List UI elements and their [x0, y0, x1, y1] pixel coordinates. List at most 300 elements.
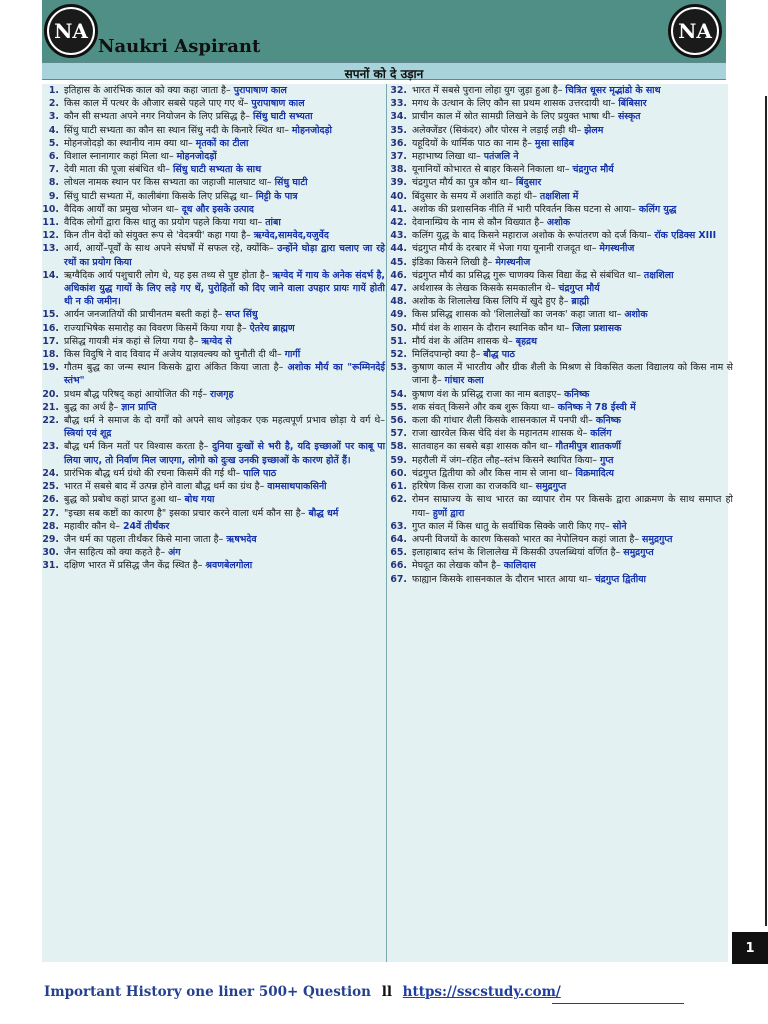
question-answer: मोहनजोदड़ो: [291, 124, 332, 136]
question-prompt: भारत में सबसे बाद में उत्पन्न होने वाला बौद्ध धर्म का ग्रंथ है–: [64, 481, 265, 493]
question-answer: पुरापाषाण काल: [233, 85, 287, 96]
question-answer: मृतकों का टीला: [195, 137, 249, 149]
question-answer: गुप्त: [599, 454, 614, 466]
question-answer: 24वें तीर्थंकर: [122, 520, 170, 532]
question-text: [64, 216, 385, 229]
question-text: [412, 97, 733, 110]
question-text: [412, 414, 733, 427]
question-number: 54.: [390, 388, 407, 400]
question-item: [42, 203, 385, 216]
question-prompt: शक संवत् किसने और कब शुरू किया था–: [412, 401, 555, 413]
question-number: 59.: [390, 454, 407, 466]
tagline: सपनों को दे उड़ान: [344, 67, 424, 81]
question-answer: झेलम: [584, 124, 604, 136]
naukri-aspirant-logo: [44, 4, 98, 58]
question-answer: अशोक: [546, 217, 571, 229]
question-prompt: गौतम बुद्ध का जन्म स्थान किसके द्वारा अंकित किया जाता है–: [64, 362, 284, 374]
question-item: [390, 520, 733, 533]
question-text: [412, 203, 733, 216]
question-text: [412, 573, 733, 586]
question-item: [42, 546, 385, 559]
question-text: [412, 427, 733, 440]
question-text: [64, 97, 385, 110]
question-text: [64, 203, 385, 216]
question-text: [412, 282, 733, 295]
question-text: [64, 559, 385, 572]
question-number: 6.: [48, 151, 59, 163]
column-divider: [386, 84, 387, 962]
question-answer: ब्राह्मी: [571, 296, 590, 308]
question-answer: बिंदुसार: [515, 177, 542, 189]
question-number: 8.: [48, 177, 59, 189]
side-rule: [765, 96, 767, 926]
question-item: [390, 150, 733, 163]
question-number: 27.: [42, 507, 59, 519]
question-number: 9.: [48, 190, 59, 202]
question-prompt: गुप्त काल में किस धातु के सर्वाधिक सिक्के जारी किए गए–: [412, 520, 610, 532]
question-item: [390, 295, 733, 308]
question-item: [42, 414, 385, 440]
question-item: [42, 520, 385, 533]
tagline-bar: [42, 62, 726, 80]
question-item: [42, 493, 385, 506]
question-text: [64, 229, 385, 242]
question-answer: कनिष्क ने 78 ईस्वी में: [557, 401, 636, 413]
question-number: 32.: [390, 85, 407, 96]
question-item: [390, 573, 733, 586]
question-answer: ऋषभदेव: [226, 533, 257, 545]
question-prompt: सातवाहन का सबसे बड़ा शासक कौन था–: [412, 441, 553, 453]
question-number: 24.: [42, 467, 59, 479]
question-number: 29.: [42, 533, 59, 545]
question-item: [390, 269, 733, 282]
question-answer: पतंजलि ने: [483, 151, 519, 163]
question-prompt: जैन धर्म का पहला तीर्थंकर किसे माना जाता है–: [64, 533, 224, 545]
question-text: [412, 295, 733, 308]
question-number: 12.: [42, 230, 59, 242]
question-text: [412, 110, 733, 123]
question-text: [412, 480, 733, 493]
question-text: [412, 322, 733, 335]
question-item: [390, 467, 733, 480]
question-text: [412, 546, 733, 559]
question-prompt: वैदिक आर्यों का प्रमुख भोजन था–: [64, 203, 179, 215]
question-text: [64, 190, 385, 203]
question-number: 44.: [390, 243, 407, 255]
question-number: 25.: [42, 481, 59, 493]
question-item: [390, 533, 733, 546]
question-text: [64, 480, 385, 493]
question-item: [390, 84, 733, 97]
question-number: 3.: [48, 111, 59, 123]
question-text: [412, 401, 733, 414]
question-text: [64, 388, 385, 401]
question-number: 31.: [42, 560, 59, 572]
question-prompt: बुद्ध को प्रबोध कहां प्राप्त हुआ था–: [64, 494, 182, 506]
question-item: [42, 388, 385, 401]
question-answer: राजगृह: [210, 388, 234, 400]
question-answer: ऐतरेय ब्राह्मण: [249, 322, 295, 334]
question-prompt: मेघदूत का लेखक कौन है–: [412, 560, 501, 572]
question-item: [390, 308, 733, 321]
question-prompt: अशोक के शिलालेख किस लिपि में खुदे हुए है–: [412, 296, 569, 308]
question-number: 51.: [390, 335, 407, 347]
question-prompt: महावीर कौन थे–: [64, 520, 120, 532]
question-answer: सोने: [612, 520, 627, 532]
question-item: [42, 163, 385, 176]
question-prompt: इतिहास के आरंभिक काल को क्या कहा जाता है–: [64, 85, 231, 96]
question-prompt: किस विदुषि ने वाद विवाद में अजेय याज्ञवल्क्य को चुनौती दी थी–: [64, 349, 282, 361]
question-item: [42, 229, 385, 242]
question-item: [390, 322, 733, 335]
question-answer: कलिंग: [590, 428, 612, 440]
logo-monogram: NA: [49, 9, 93, 53]
question-prompt: मोहनजोदड़ो का स्थानीय नाम क्या था–: [64, 137, 193, 149]
question-prompt: चंद्रगुप्त मौर्य का पुत्र कौन था–: [412, 177, 513, 189]
question-prompt: मिलिंदपान्हो क्या है–: [412, 349, 481, 361]
question-answer: मोहनजोदड़ों: [176, 151, 217, 163]
question-prompt: वैदिक लोगों द्वारा किस धातु का प्रयोग पहले किया गया था–: [64, 217, 263, 229]
question-number: 62.: [390, 494, 407, 506]
question-answer: संस्कृत: [617, 111, 641, 123]
question-item: [390, 480, 733, 493]
question-text: [64, 269, 385, 309]
question-number: 65.: [390, 547, 407, 559]
footer-underline: [552, 1003, 684, 1004]
question-prompt: भारत में सबसे पुराना लोहा युग जुड़ा हुआ है–: [412, 85, 563, 96]
question-answer: मुसा साहिब: [534, 137, 575, 149]
question-prompt: हरिषेण किस राजा का राजकवि था–: [412, 481, 533, 493]
question-item: [390, 97, 733, 110]
question-answer: तक्षशिला: [643, 269, 674, 281]
question-prompt: कलिंग युद्ध के बाद किसने महाराज अशोक के रूपांतरण को दर्ज किया–: [412, 230, 652, 242]
logo-monogram-right: NA: [673, 9, 717, 53]
question-prompt: मगध के उत्थान के लिए कौन सा प्रथम शासक उत्तरदायी था–: [412, 98, 616, 110]
question-answer: चित्रित धूसर मृद्भांडो के साथ: [565, 85, 661, 96]
question-prompt: किन तीन वेदों को संयुक्त रूप से 'वेदत्रयी' कहा गया है–: [64, 230, 251, 242]
question-text: [64, 414, 385, 440]
question-number: 34.: [390, 111, 407, 123]
question-item: [42, 150, 385, 163]
question-prompt: किस काल में पत्थर के औजार सबसे पहले पाए गए थें–: [64, 98, 249, 110]
question-number: 53.: [390, 362, 407, 374]
question-number: 55.: [390, 401, 407, 413]
question-prompt: कुषाण वंश के प्रसिद्ध राजा का नाम बताइए–: [412, 388, 562, 400]
question-prompt: प्रथम बौद्ध परिषद् कहां आयोजित की गई–: [64, 388, 208, 400]
question-item: [390, 361, 733, 387]
question-number: 23.: [42, 441, 59, 453]
question-item: [390, 242, 733, 255]
question-number: 10.: [42, 203, 59, 215]
question-prompt: जैन साहित्य को क्या कहते है–: [64, 547, 166, 559]
question-answer: मेगस्थनीज: [495, 256, 531, 268]
question-number: 48.: [390, 296, 407, 308]
question-number: 15.: [42, 309, 59, 321]
question-number: 22.: [42, 415, 59, 427]
question-answer: कलिंग युद्ध: [638, 203, 677, 215]
question-answer: चंद्रगुप्त मौर्य: [572, 164, 614, 176]
question-prompt: लोथल नामक स्थान पर किस सभ्यता का जहाजी मालघाट था–: [64, 177, 272, 189]
question-prompt: अपनी विजयों के कारण किसको भारत का नेपोलियन कहां जाता है–: [412, 533, 640, 545]
question-prompt: मौर्य वंश के अंतिम शासक थे–: [412, 335, 513, 347]
question-number: 40.: [390, 190, 407, 202]
question-text: [412, 137, 733, 150]
question-text: [412, 150, 733, 163]
footer-separator: ll: [381, 984, 392, 1000]
question-prompt: राजा खारवेल किस चेदि वंश के महानतम शासक थे–: [412, 428, 588, 440]
question-prompt: देवानाम्प्रिय के नाम से कौन विख्यात है–: [412, 217, 544, 229]
question-answer: सिंधु घाटी: [274, 177, 308, 189]
question-number: 67.: [390, 573, 407, 585]
question-answer: श्रवणबेलगोला: [205, 560, 253, 572]
question-text: [412, 190, 733, 203]
question-prompt: फाह्यान किसके शासनकाल के दौरान भारत आया था–: [412, 573, 592, 585]
question-prompt: बिंदुसार के समय में अशांति कहां थी–: [412, 190, 537, 202]
question-answer: समुद्रगुप्त: [535, 481, 567, 493]
question-item: [42, 480, 385, 493]
question-item: [390, 401, 733, 414]
question-prompt: कला की गांधार शैली किसके शासनकाल में पनपी थी–: [412, 415, 593, 427]
question-text: [412, 242, 733, 255]
question-number: 66.: [390, 560, 407, 572]
question-number: 26.: [42, 494, 59, 506]
question-prompt: अशोक की प्रशासनिक नीति में भारी परिवर्तन किस घटना से आया–: [412, 203, 636, 215]
question-item: [42, 559, 385, 572]
question-answer: बृहद्रथ: [515, 335, 538, 347]
question-list: [42, 84, 733, 962]
question-number: 5.: [48, 137, 59, 149]
question-answer: हुणों द्वारा: [432, 507, 465, 519]
question-item: [42, 361, 385, 387]
question-item: [42, 124, 385, 137]
question-text: [64, 242, 385, 268]
question-prompt: प्राचीन काल में स्रोत सामग्री लिखने के लिए प्रयुक्त भाषा थी–: [412, 111, 615, 123]
question-answer: चंद्रगुप्त मौर्य: [558, 283, 600, 295]
question-item: [390, 546, 733, 559]
question-number: 52.: [390, 349, 407, 361]
question-item: [42, 335, 385, 348]
question-number: 46.: [390, 269, 407, 281]
question-prompt: चंद्रगुप्त मौर्य के दरबार में भेजा गया यूनानी राजदूत था–: [412, 243, 597, 255]
question-item: [390, 454, 733, 467]
question-number: 30.: [42, 547, 59, 559]
question-number: 17.: [42, 335, 59, 347]
question-number: 42.: [390, 217, 407, 229]
question-text: [64, 150, 385, 163]
question-answer: बौद्ध पाठ: [483, 349, 515, 361]
question-item: [390, 414, 733, 427]
question-answer: समुद्रगुप्त: [642, 533, 673, 545]
question-answer: ऋग्वेद में गाय के अनेक संदर्भ है, अधिकांश युद्ध गायों के लिए लड़े गए थें, पुरोहितों को दिए जाने वाला उपहार प्रायः गायें होती थी न की जमीन।: [64, 269, 385, 308]
question-item: [390, 203, 733, 216]
question-item: [42, 269, 385, 309]
question-item: [42, 84, 385, 97]
question-answer: गार्गी: [284, 349, 301, 361]
question-prompt: महाभाष्य लिखा था–: [412, 151, 481, 163]
question-item: [390, 440, 733, 453]
question-number: 16.: [42, 322, 59, 334]
question-text: [412, 269, 733, 282]
question-item: [390, 559, 733, 572]
question-prompt: इंडिका किसने लिखी है–: [412, 256, 493, 268]
question-prompt: विशाल स्नानागार कहां मिला था–: [64, 151, 174, 163]
question-prompt: कुषाण काल में भारतीय और ग्रीक शैली के मिश्रण से विकसित कला विद्यालय को किस नाम से जाना है–: [412, 362, 733, 387]
question-item: [42, 308, 385, 321]
question-item: [390, 124, 733, 137]
question-answer: दुनिया दुःखों से भरी है, यदि इच्छाओं पर काबू पा लिया जाए, तो निर्वाण मिल जाएगा, लोगो को दुःख उनकी इच्छाओं के कारण होतें हैं।: [64, 441, 386, 466]
question-text: [64, 163, 385, 176]
question-item: [390, 137, 733, 150]
question-prompt: इलाहाबाद स्तंभ के शिलालेख में किसकी उपलब्धियां वर्णित है–: [412, 547, 621, 559]
question-text: [64, 84, 385, 97]
question-text: [412, 520, 733, 533]
question-item: [42, 467, 385, 480]
question-item: [390, 282, 733, 295]
question-text: [412, 440, 733, 453]
question-prompt: चंद्रगुप्त द्वितीया को और किस नाम से जाना था–: [412, 467, 573, 479]
question-item: [390, 427, 733, 440]
question-answer: बोध गया: [184, 494, 215, 506]
question-answer: जिला प्रशासक: [572, 322, 622, 334]
question-item: [42, 401, 385, 414]
question-number: 19.: [42, 362, 59, 374]
question-prompt: यहूदियों के धार्मिक पाठ का नाम है–: [412, 137, 532, 149]
page-number: 1: [732, 932, 768, 964]
question-answer: तक्षशिला में: [539, 190, 579, 202]
question-prompt: अर्थशास्त्र के लेखक किसके समकालीन थे–: [412, 283, 556, 295]
question-prompt: रोमन साम्राज्य के साथ भारत का व्यापार रोम पर किसके द्वारा आक्रमण के साथ समाप्त हो गया–: [412, 494, 733, 519]
question-number: 21.: [42, 401, 59, 413]
question-answer: सिंधु घाटी सभ्यता के साथ: [172, 164, 262, 176]
question-text: [64, 440, 385, 466]
question-number: 4.: [48, 124, 59, 136]
question-answer: दूध और इसके उत्पाद: [181, 203, 254, 215]
question-answer: मेगस्थनीज: [599, 243, 635, 255]
question-prompt: कौन सी सभ्यता अपने नगर नियोजन के लिए प्रसिद्ध है–: [64, 111, 250, 123]
question-answer: पालि पाठ: [243, 467, 277, 479]
question-text: [64, 176, 385, 189]
question-answer: अंग: [168, 547, 181, 559]
question-answer: बिंबिसार: [618, 98, 647, 110]
question-text: [64, 533, 385, 546]
question-text: [64, 520, 385, 533]
question-prompt: अलेक्जेंडर (सिकंदर) और पोरस ने लड़ाई लड़ी थी–: [412, 124, 582, 136]
question-text: [412, 493, 733, 519]
question-answer: अशोक: [624, 309, 648, 321]
question-prompt: बुद्ध का अर्थ है–: [64, 401, 119, 413]
question-prompt: ऋग्वैदिक आर्य पशुचारी लोग थे, यह इस तथ्य से पुष्ट होता है–: [64, 269, 270, 281]
question-text: [64, 507, 385, 520]
question-text: [412, 124, 733, 137]
question-prompt: देवी माता की पूजा संबंधित थी–: [64, 164, 170, 176]
question-number: 13.: [42, 243, 59, 255]
question-text: [412, 229, 733, 242]
question-answer: उन्होंने घोड़ा द्वारा चलाए जा रहे रथों का प्रयोग किया: [64, 243, 386, 268]
question-number: 1.: [48, 85, 59, 96]
question-answer: वामसाथपाकसिनी: [267, 481, 327, 493]
question-text: [412, 308, 733, 321]
question-item: [390, 110, 733, 123]
question-text: [412, 533, 733, 546]
question-item: [42, 137, 385, 150]
question-prompt: प्रारंभिक बौद्ध धर्म ग्रंथो की रचना किसमें की गई थी–: [64, 467, 241, 479]
question-number: 43.: [390, 230, 407, 242]
question-text: [412, 388, 733, 401]
question-text: [64, 348, 385, 361]
question-text: [64, 124, 385, 137]
question-prompt: सिंधु घाटी सभ्यता में, कालीबंगा किसके लिए प्रसिद्ध था–: [64, 190, 253, 202]
question-prompt: आर्य, आर्यों–पूर्वों के साथ अपने संघर्षों में सफल रहे, क्योंकि–: [64, 243, 274, 255]
question-number: 11.: [42, 217, 59, 229]
question-answer: कालिदास: [503, 560, 536, 572]
question-number: 2.: [48, 98, 59, 110]
question-answer: ज्ञान प्राप्ति: [121, 401, 157, 413]
question-prompt: सिंधु घाटी सभ्यता का कौन सा स्थान सिंधु नदी के किनारे स्थित था–: [64, 124, 289, 136]
question-item: [42, 216, 385, 229]
question-text: [64, 401, 385, 414]
question-number: 39.: [390, 177, 407, 189]
question-prompt: "इच्छा सब कष्टों का कारण है" इसका प्रचार करने वाला धर्म कौन सा है–: [64, 507, 306, 519]
question-text: [64, 546, 385, 559]
question-number: 45.: [390, 256, 407, 268]
question-text: [412, 559, 733, 572]
question-text: [412, 176, 733, 189]
question-item: [390, 163, 733, 176]
question-prompt: दक्षिण भारत में प्रसिद्ध जैन केंद्र स्थित है–: [64, 560, 203, 572]
question-prompt: किस प्रसिद्ध शासक को 'शिलालेखों का जनक' कहा जाता था–: [412, 309, 622, 321]
question-number: 56.: [390, 415, 407, 427]
question-answer: तांबा: [265, 217, 281, 229]
question-text: [64, 137, 385, 150]
naukri-aspirant-logo-right: [668, 4, 722, 58]
question-text: [64, 361, 385, 387]
question-number: 47.: [390, 283, 407, 295]
question-text: [412, 361, 733, 387]
question-item: [42, 242, 385, 268]
question-item: [42, 507, 385, 520]
question-answer: बौद्ध धर्म: [308, 507, 339, 519]
question-number: 33.: [390, 98, 407, 110]
page-header: [42, 0, 726, 62]
question-prompt: राज्याभिषेक समारोह का विवरण किसमें किया गया है–: [64, 322, 247, 334]
question-prompt: बौद्ध धर्म किन मतों पर विश्वास करता है–: [64, 441, 209, 453]
question-item: [390, 348, 733, 361]
question-text: [412, 216, 733, 229]
question-prompt: चंद्रगुप्त मौर्य का प्रसिद्ध गुरू चाणक्य किस विद्या केंद्र से संबंधित था–: [412, 269, 641, 281]
question-number: 50.: [390, 322, 407, 334]
question-number: 63.: [390, 520, 407, 532]
question-item: [390, 388, 733, 401]
question-text: [412, 84, 733, 97]
footer-link[interactable]: https://sscstudy.com/: [402, 984, 561, 1000]
question-item: [390, 216, 733, 229]
question-answer: रॉक एडिक्स XIII: [654, 230, 717, 242]
question-item: [390, 176, 733, 189]
question-number: 64.: [390, 533, 407, 545]
question-text: [64, 493, 385, 506]
question-prompt: आर्यन जनजातियों की प्राचीनतम बस्ती कहां है–: [64, 309, 223, 321]
question-text: [64, 322, 385, 335]
question-answer: समुद्रगुप्त: [623, 547, 654, 559]
question-answer: कनिष्क: [564, 388, 590, 400]
question-number: 7.: [48, 164, 59, 176]
question-answer: चंद्रगुप्त द्वितीया: [594, 573, 646, 585]
question-answer: कनिष्क: [595, 415, 621, 427]
question-answer: मिट्टी के पात्र: [255, 190, 298, 202]
question-answer: गौतमीपुत्र शातकर्णी: [555, 441, 621, 453]
question-item: [42, 190, 385, 203]
question-prompt: बौद्ध धर्म ने समाज के दो वर्गों को अपने साथ जोड़कर एक महत्वपूर्ण प्रभाव छोड़ा ये वर्ग थे–: [64, 415, 385, 427]
